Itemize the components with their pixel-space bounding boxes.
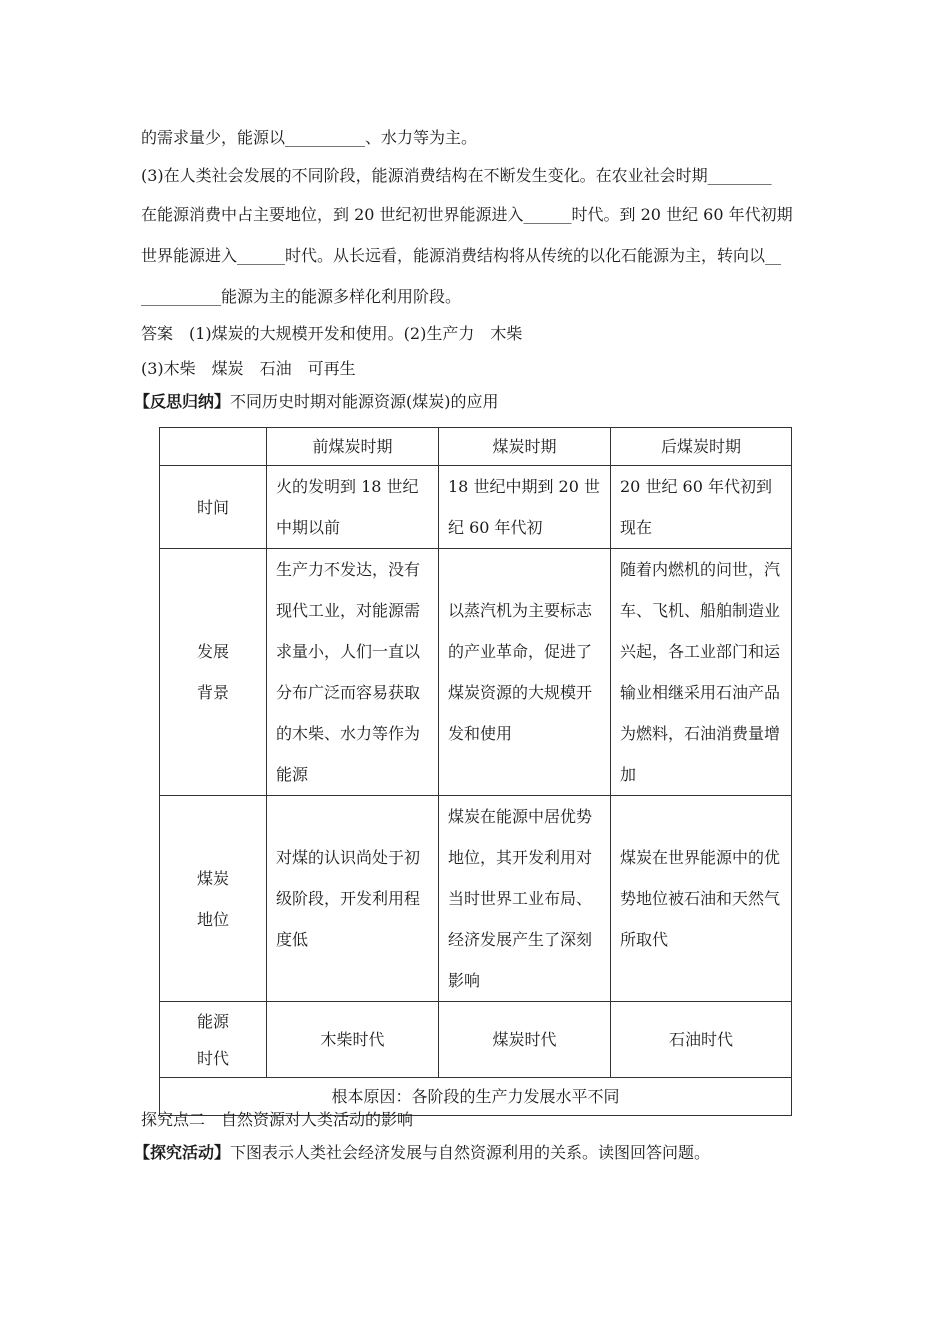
table-cell: 以蒸汽机为主要标志的产业革命，促进了煤炭资源的大规模开发和使用 bbox=[439, 549, 611, 796]
reflection-tag: 【反思归纳】 bbox=[134, 392, 231, 411]
table-footer: 根本原因：各阶段的生产力发展水平不同 bbox=[160, 1078, 792, 1116]
table-cell: 对煤的认识尚处于初级阶段，开发利用程度低 bbox=[267, 796, 439, 1002]
table-cell: 煤炭时代 bbox=[439, 1002, 611, 1078]
activity-tag: 【探究活动】 bbox=[134, 1143, 231, 1162]
table-row bbox=[160, 466, 792, 549]
table-cell: 生产力不发达，没有现代工业，对能源需求量小，人们一直以分布广泛而容易获取的木柴、水力等作为能源 bbox=[267, 549, 439, 796]
reflection-title: 不同历史时期对能源资源(煤炭)的应用 bbox=[230, 392, 499, 411]
table-header-cell: 煤炭时期 bbox=[439, 428, 611, 466]
table-cell: 18 世纪中期到 20 世纪 60 年代初 bbox=[439, 466, 611, 549]
table-row bbox=[160, 796, 792, 1002]
text-line: __________能源为主的能源多样化利用阶段。 bbox=[141, 287, 462, 306]
table-cell: 煤炭在世界能源中的优势地位被石油和天然气所取代 bbox=[611, 796, 792, 1002]
table-cell: 火的发明到 18 世纪中期以前 bbox=[267, 466, 439, 549]
table-header-cell: 后煤炭时期 bbox=[611, 428, 792, 466]
activity-text: 下图表示人类社会经济发展与自然资源利用的关系。读图回答问题。 bbox=[230, 1143, 711, 1162]
table-header-cell: 前煤炭时期 bbox=[267, 428, 439, 466]
table-header-cell bbox=[160, 428, 267, 466]
text-line: 世界能源进入______时代。从长远看，能源消费结构将从传统的以化石能源为主，转向以__ bbox=[141, 246, 782, 265]
coal-history-table bbox=[159, 427, 792, 1116]
table-cell: 随着内燃机的问世，汽车、飞机、船舶制造业兴起，各工业部门和运输业相继采用石油产品为燃料，石油消费量增加 bbox=[611, 549, 792, 796]
table-row bbox=[160, 549, 792, 796]
table-cell: 20 世纪 60 年代初到现在 bbox=[611, 466, 792, 549]
answer-line: (3)木柴 煤炭 石油 可再生 bbox=[141, 359, 356, 378]
row-label: 能源 时代 bbox=[160, 1002, 267, 1078]
row-label: 煤炭 地位 bbox=[160, 796, 267, 1002]
answer-line: 答案 (1)煤炭的大规模开发和使用。(2)生产力 木柴 bbox=[141, 324, 523, 343]
explore-point-heading: 探究点二 自然资源对人类活动的影响 bbox=[141, 1110, 414, 1129]
text-line: 在能源消费中占主要地位，到 20 世纪初世界能源进入______时代。到 20 世纪 60 年代初期 bbox=[141, 205, 793, 224]
row-label: 时间 bbox=[160, 466, 267, 549]
table-header-row bbox=[160, 428, 792, 466]
explore-activity bbox=[134, 1143, 710, 1163]
table-cell: 木柴时代 bbox=[267, 1002, 439, 1078]
table-row bbox=[160, 1002, 792, 1078]
row-label: 发展 背景 bbox=[160, 549, 267, 796]
text-line: 的需求量少，能源以__________、水力等为主。 bbox=[141, 128, 478, 147]
reflection-heading bbox=[134, 392, 499, 412]
table-cell: 石油时代 bbox=[611, 1002, 792, 1078]
table-cell: 煤炭在能源中居优势地位，其开发利用对当时世界工业布局、经济发展产生了深刻影响 bbox=[439, 796, 611, 1002]
text-line: (3)在人类社会发展的不同阶段，能源消费结构在不断发生变化。在农业社会时期________ bbox=[141, 166, 772, 185]
